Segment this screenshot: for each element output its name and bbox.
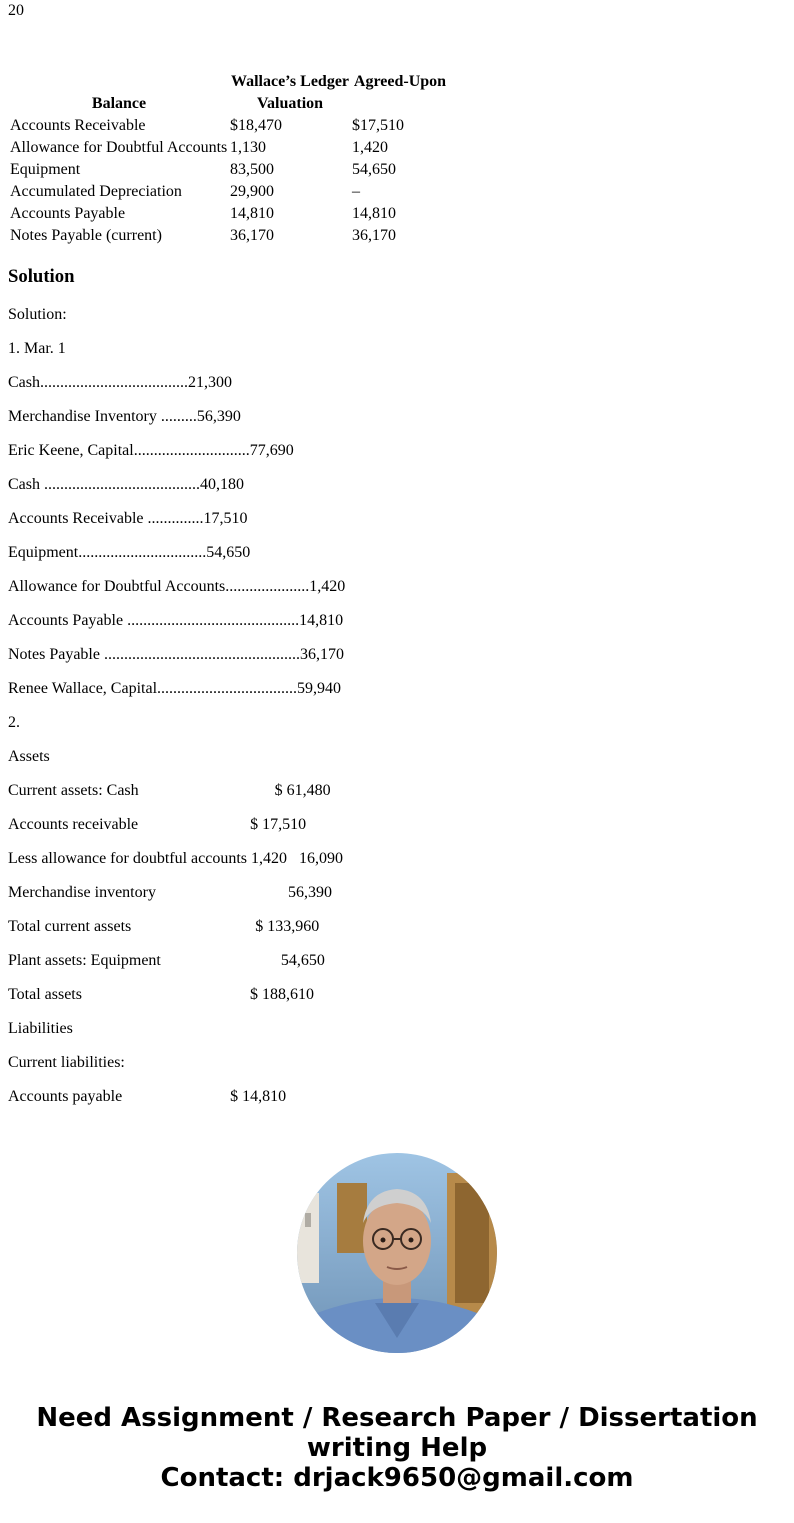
author-photo xyxy=(297,1153,497,1353)
ledger-cell-agreed: 14,810 xyxy=(352,205,396,222)
ledger-cell-agreed: 1,420 xyxy=(352,139,388,156)
ledger-cell-ledger: 1,130 xyxy=(230,139,266,156)
ledger-header-row-2 xyxy=(10,94,448,114)
ledger-row xyxy=(10,160,448,180)
ledger-body xyxy=(10,116,448,246)
header-ledger-line1: Wallace’s Ledger xyxy=(230,73,350,90)
header-empty-2 xyxy=(352,94,448,114)
solution-line: Total current assets $ 133,960 xyxy=(8,918,320,935)
ledger-cell-agreed: $17,510 xyxy=(352,117,404,134)
solution-line: 1. Mar. 1 xyxy=(8,340,66,357)
ledger-table xyxy=(8,70,450,248)
advert-line-2: writing Help xyxy=(306,1433,488,1463)
ledger-cell-account: Equipment xyxy=(10,161,81,178)
header-empty xyxy=(10,72,228,92)
ledger-cell-agreed: 36,170 xyxy=(352,227,396,244)
ledger-cell-ledger: 36,170 xyxy=(230,227,274,244)
ledger-cell-account: Notes Payable (current) xyxy=(10,227,162,244)
solution-line: Current assets: Cash $ 61,480 xyxy=(8,782,331,799)
ledger-header-row-1 xyxy=(10,72,448,92)
portrait-image xyxy=(297,1153,497,1353)
solution-line: Assets xyxy=(8,748,50,765)
solution-line: Accounts payable $ 14,810 xyxy=(8,1088,287,1105)
solution-line: Notes Payable .................................................36,170 xyxy=(8,646,344,663)
advert-contact: Contact: drjack9650@gmail.com xyxy=(160,1463,634,1493)
ledger-cell-ledger: 83,500 xyxy=(230,161,274,178)
header-agreed: Agreed-Upon xyxy=(353,73,447,90)
solution-line: Less allowance for doubtful accounts 1,420 16,090 xyxy=(8,850,344,867)
solution-line: Liabilities xyxy=(8,1020,73,1037)
ledger-cell-account: Accounts Payable xyxy=(10,205,126,222)
solution-line: Renee Wallace, Capital...................................59,940 xyxy=(8,680,342,697)
solution-line: Eric Keene, Capital.............................77,690 xyxy=(8,442,294,459)
ledger-cell-ledger: 29,900 xyxy=(230,183,274,200)
ledger-cell-account: Accumulated Depreciation xyxy=(10,183,182,200)
solution-line: Plant assets: Equipment 54,650 xyxy=(8,952,325,969)
solution-heading: Solution xyxy=(8,266,75,287)
ledger-cell-agreed: 54,650 xyxy=(352,161,396,178)
ledger-cell-ledger: $18,470 xyxy=(230,117,282,134)
solution-line: Accounts Receivable ..............17,510 xyxy=(8,510,248,527)
solution-line: Cash.....................................21,300 xyxy=(8,374,232,391)
ledger-cell-account: Accounts Receivable xyxy=(10,117,146,134)
ledger-cell-agreed: – xyxy=(352,183,360,200)
solution-line: Equipment................................54,650 xyxy=(8,544,251,561)
solution-line: Total assets $ 188,610 xyxy=(8,986,314,1003)
advert-line-1: Need Assignment / Research Paper / Dissertation xyxy=(36,1403,758,1433)
ledger-row xyxy=(10,182,448,202)
solution-line: 2. xyxy=(8,714,20,731)
header-ledger-line2: Valuation xyxy=(256,95,324,112)
solution-line: Merchandise inventory 56,390 xyxy=(8,884,332,901)
page-number: 20 xyxy=(8,2,24,19)
solution-line: Cash .......................................40,180 xyxy=(8,476,244,493)
ledger-row xyxy=(10,138,448,158)
ledger-cell-account: Allowance for Doubtful Accounts xyxy=(10,139,228,156)
ledger-row xyxy=(10,204,448,224)
solution-line: Current liabilities: xyxy=(8,1054,125,1071)
ledger-cell-ledger: 14,810 xyxy=(230,205,274,222)
ledger-row xyxy=(10,226,448,246)
solution-line: Accounts receivable $ 17,510 xyxy=(8,816,307,833)
solution-line: Accounts Payable ...........................................14,810 xyxy=(8,612,344,629)
solution-line: Solution: xyxy=(8,306,67,323)
solution-line: Merchandise Inventory .........56,390 xyxy=(8,408,241,425)
ledger-row xyxy=(10,116,448,136)
solution-line: Allowance for Doubtful Accounts.....................1,420 xyxy=(8,578,346,595)
help-advert xyxy=(0,1403,794,1493)
header-balance: Balance xyxy=(91,95,147,112)
